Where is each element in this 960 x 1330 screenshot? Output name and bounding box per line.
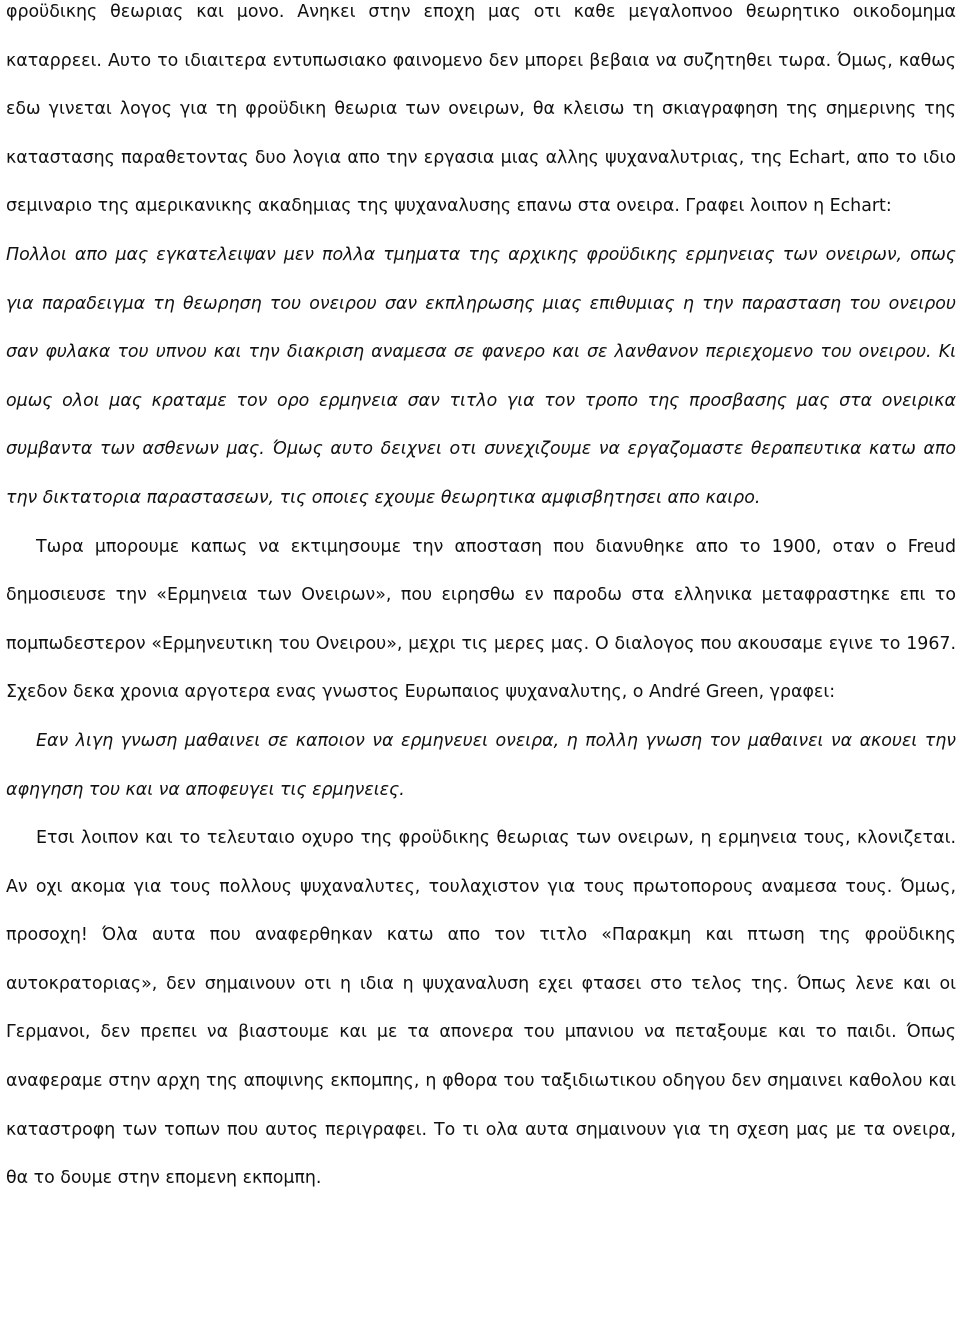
paragraph-conclusion — [6, 814, 956, 1203]
quote-echart — [6, 231, 956, 523]
paragraph-intro — [6, 0, 956, 231]
quote-green-text: Εαν λιγη γνωση μαθαινει σε καποιον να ερμηνευει ονειρα, η πολλη γνωση τον μαθαινει να ακουει την αφηγηση του και να αποφευγει τις ερμηνειες. — [6, 730, 956, 800]
paragraph-conclusion-text: Ετσι λοιπον και το τελευταιο οχυρο της φροϋδικης θεωριας των ονειρων, η ερμηνεια τους, κλονιζεται. Αν οχι ακομα για τους πολλους ψυχαναλυτες, τουλαχιστον για τους πρωτοπορους αναμεσα τους. Όμως, προσοχη! Όλα αυτα που αναφερθηκαν κατω απο τον τιτλο «Παρακμη και πτωση της φροϋδικης αυτοκρατοριας», δεν σημαινουν οτι η ιδια η ψυχαναλυση εχει φτασει στο τελος της. Όπως λενε και οι Γερμανοι, δεν πρεπει να βιαστουμε και με τα απονερα του μπανιου να πεταξουμε και το παιδι. Όπως αναφεραμε στην αρχη της αποψινης εκπομπης, η φθορα του ταξιδιωτικου οδηγου δεν σημαινει καθολου και καταστροφη των τοπων που αυτος περιγραφει. Το τι ολα αυτα σημαινουν για τη σχεση μας με τα ονειρα, θα το δουμε στην επομενη εκπομπη. — [6, 828, 956, 1189]
paragraph-freud-1900 — [6, 523, 956, 717]
quote-echart-text: Πολλοι απο μας εγκατελειψαν μεν πολλα τμηματα της αρχικης φροϋδικης ερμηνειας των ονειρων, οπως για παραδειγμα τη θεωρηση του ονειρου σαν εκπληρωσης μιας επιθυμιας η την παρασταση του ονειρου σαν φυλακα του υπνου και την διακριση αναμεσα σε φανερο και σε λανθανον περιεχομενο του ονειρου. Κι ομως ολοι μας κραταμε τον ορο ερμηνεια σαν τιτλο για τον τροπο της προσβασης μας στα ονειρικα συμβαντα των ασθενων μας. Όμως αυτο δειχνει οτι συνεχιζουμε να εργαζομαστε θεραπευτικα κατω απο την δικτατορια παραστασεων, τις οποιες εχουμε θεωρητικα αμφισβητησει απο καιρο. — [6, 244, 956, 508]
paragraph-intro-text: φροϋδικης θεωριας και μονο. Ανηκει στην εποχη μας οτι καθε μεγαλοπνοο θεωρητικο οικοδομημα καταρρεει. Αυτο το ιδιαιτερα εντυπωσιακο φαινομενο δεν μπορει βεβαια να συζητηθει τωρα. Όμως, καθως εδω γινεται λογος για τη φροϋδικη θεωρια των ονειρων, θα κλεισω τη σκιαγραφηση της σημερινης της καταστασης παραθετοντας δυο λογια απο την εργασια μιας αλλης ψυχαναλυτριας, της Echart, απο το ιδιο σεμιναριο της αμερικανικης ακαδημιας της ψυχαναλυσης επανω στα ονειρα. Γραφει λοιπον η Echart: — [6, 2, 956, 217]
quote-green — [6, 717, 956, 814]
document-page — [6, 0, 956, 1203]
paragraph-freud-1900-text: Τωρα μπορουμε καπως να εκτιμησουμε την αποσταση που διανυθηκε απο το 1900, οταν ο Freud δημοσιευσε την «Ερμηνεια των Ονειρων», που ειρησθω εν παροδω στα ελληνικα μεταφραστηκε επι το πομπωδεστερον «Ερμηνευτικη του Ονειρου», μεχρι τις μερες μας. Ο διαλογος που ακουσαμε εγινε το 1967. Σχεδον δεκα χρονια αργοτερα ενας γνωστος Ευρωπαιος ψυχαναλυτης, ο André Green, γραφει: — [6, 536, 956, 703]
